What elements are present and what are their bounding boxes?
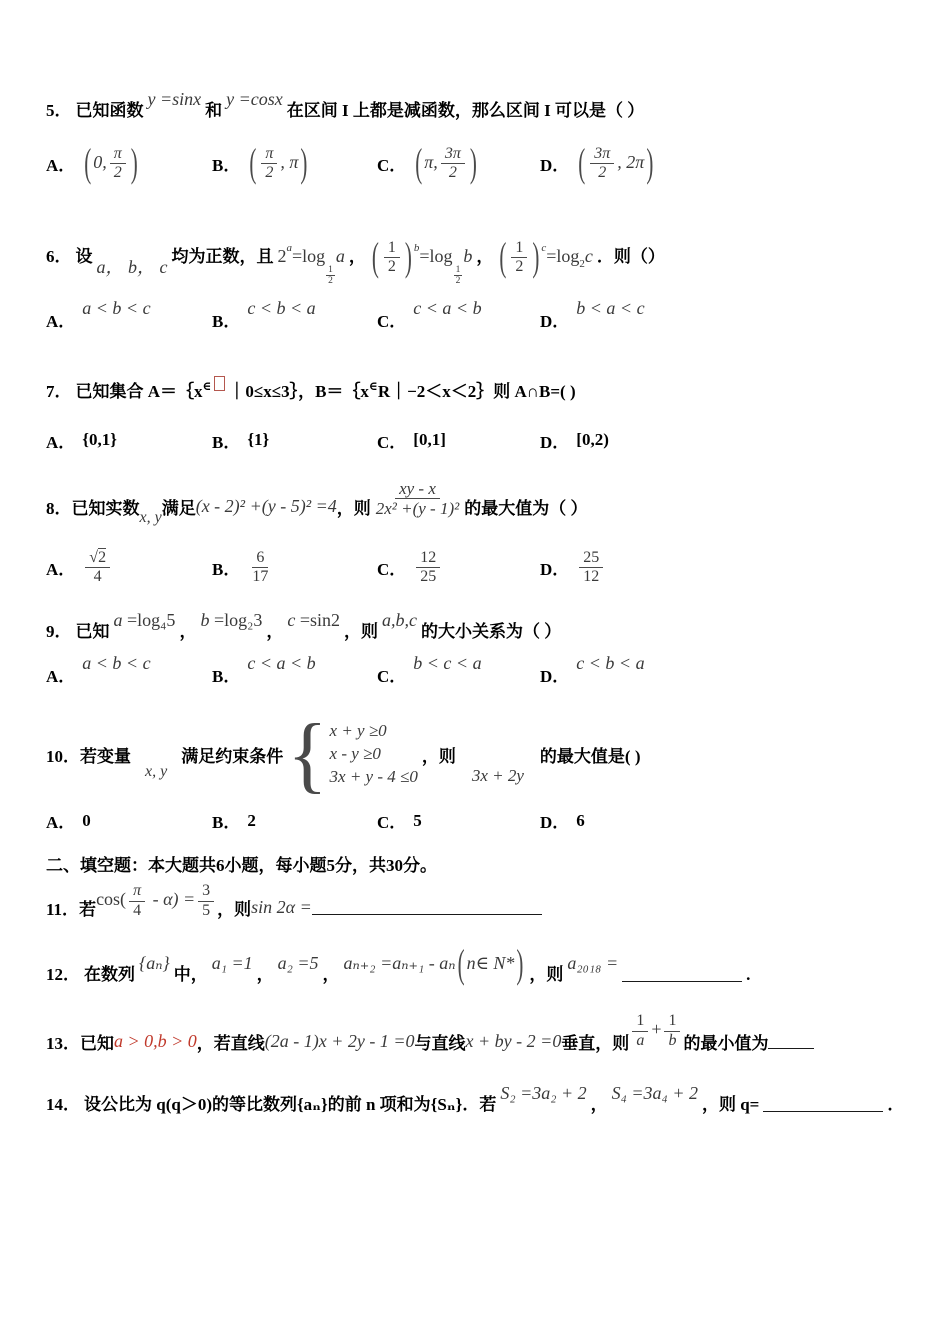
variable: b [200, 609, 210, 630]
option-label: A． [46, 156, 76, 176]
option-label: B． [212, 311, 241, 331]
variable: a [113, 609, 123, 630]
stem-text: 已知函数 [75, 101, 144, 120]
option-c [377, 140, 540, 186]
exponent: c [541, 241, 547, 254]
interval-pre: π, [424, 152, 438, 173]
option-b [212, 652, 377, 687]
question-number: 10． [46, 746, 80, 766]
formula-a1: a₁ =1 [211, 952, 253, 973]
fraction-1-a [632, 1012, 648, 1050]
question-7-options [46, 428, 914, 453]
right-paren: ) [130, 140, 138, 186]
right-paren: ) [404, 233, 412, 280]
stem-text: 的大小关系为（ ） [421, 621, 562, 641]
numerator: 1 [455, 264, 461, 275]
option-b [212, 428, 377, 453]
numerator: xy - x [395, 479, 440, 500]
log-argument: b [463, 245, 473, 266]
objective-function: 3x + 2y [471, 766, 524, 786]
right-paren: ) [516, 941, 524, 987]
option-value: {1} [247, 430, 270, 450]
stem-text: 已知 [75, 621, 110, 641]
cos-equation [96, 882, 217, 920]
constraint-lines [328, 721, 418, 787]
numerator: 25 [579, 549, 603, 568]
question-14-stem [46, 1083, 914, 1115]
numerator: 1 [632, 1012, 648, 1031]
denominator: 2 [113, 164, 122, 182]
fraction-one-half [384, 239, 400, 277]
question-number: 8． [46, 499, 72, 519]
question-number: 5． [46, 101, 72, 120]
question-11-stem [46, 882, 914, 926]
stem-text: 均为正数，且 [171, 246, 274, 266]
denominator: 2x² +(y - 1)² [375, 499, 460, 519]
denominator: 4 [93, 568, 102, 586]
option-label: A． [46, 813, 76, 833]
stem-text: ，则 q= [701, 1095, 760, 1115]
option-c [377, 428, 540, 453]
question-6 [46, 233, 914, 332]
condition-ab-positive: a > 0,b > 0 [114, 1030, 197, 1051]
variable: c [287, 609, 296, 630]
option-value: b < a < c [576, 297, 645, 318]
section-2-header: 二、填空题：本大题共6小题，每小题5分，共30分。 [46, 856, 437, 876]
stem-text: 和 [205, 101, 223, 120]
equals-log: =log [292, 245, 326, 266]
question-5 [46, 89, 914, 186]
variables-xy: x, y [139, 508, 162, 526]
right-paren: ) [646, 140, 654, 186]
target-fraction [374, 479, 462, 519]
option-value: 2 [247, 810, 256, 830]
plus-sign: + [651, 1019, 662, 1040]
stem-text: ，则 [217, 899, 252, 919]
interval-pre: 0, [93, 152, 107, 173]
option-b [212, 549, 377, 587]
option-value: c < b < a [576, 652, 645, 673]
numerator: 1 [384, 239, 400, 258]
minus-alpha-equals: - α) = [148, 889, 196, 910]
option-label: A． [46, 560, 76, 580]
denominator: 12 [583, 568, 600, 586]
formula-y-cosx: y =cosx [226, 89, 283, 109]
log-argument: a [335, 245, 345, 266]
period: ． [887, 1095, 905, 1115]
question-8-stem [46, 478, 914, 527]
comma: ， [256, 964, 274, 984]
comma: ， [590, 1095, 608, 1115]
option-value [576, 140, 655, 186]
option-label: D． [540, 432, 570, 452]
denominator: 2 [448, 164, 457, 182]
option-d [540, 652, 914, 687]
question-number: 12． [46, 964, 80, 984]
denominator: 2 [265, 164, 274, 182]
question-12 [46, 941, 914, 988]
option-d [540, 297, 914, 332]
line-2-equation: x + by - 2 =0 [465, 1030, 562, 1051]
formula-s4: S₄ =3a₄ + 2 [611, 1083, 698, 1104]
element-of-symbol: ∈ [202, 378, 212, 393]
radicand: 2 [98, 548, 107, 566]
log-base-fraction [326, 265, 335, 287]
stem-text: 与直线 [414, 1033, 466, 1053]
variables-xy: x, y [145, 763, 168, 781]
question-8-options [46, 549, 914, 587]
question-6-options [46, 297, 914, 332]
stem-text: 已知 [80, 1033, 114, 1053]
option-a [46, 140, 212, 186]
answer-blank [312, 899, 542, 915]
fraction-pi-4 [129, 882, 145, 920]
denominator: 2 [387, 258, 396, 276]
interval-post: , π [280, 152, 299, 173]
stem-text: 满足 [161, 499, 196, 519]
denominator: 5 [202, 901, 211, 919]
option-label: C． [377, 560, 407, 580]
question-number: 14． [46, 1095, 80, 1115]
variables-abc: a， b， c [96, 256, 168, 277]
formula-a [114, 610, 176, 630]
option-label: B． [212, 813, 241, 833]
fraction-sqrt2-over-4 [85, 549, 110, 587]
numerator: π [129, 882, 145, 901]
denominator: 2 [598, 164, 607, 182]
constraint-3: 3x + y - 4 ≤0 [329, 767, 418, 787]
element-of-symbol: ∈ [368, 378, 378, 393]
option-a [46, 808, 212, 833]
option-value: a < b < c [82, 652, 151, 673]
line-1-equation: (2a - 1)x + 2y - 1 =0 [264, 1030, 415, 1051]
numerator: π [261, 145, 277, 164]
left-brace: { [287, 706, 328, 802]
denominator: b [668, 1031, 677, 1049]
fraction [110, 145, 126, 183]
denominator: 2 [455, 276, 461, 287]
constraint-1: x + y ≥0 [329, 721, 387, 741]
answer-blank [768, 1033, 814, 1049]
constraint-2: x - y ≥0 [329, 744, 381, 764]
option-label: C． [377, 813, 407, 833]
comma: ， [266, 621, 284, 641]
option-label: B． [212, 666, 241, 686]
option-value: [0,1] [413, 430, 446, 450]
equals-log: =log [546, 245, 580, 266]
option-a [46, 428, 212, 453]
question-number: 6． [46, 246, 72, 266]
recurrence-formula [343, 941, 526, 987]
stem-text: 的最大值为（ ） [464, 499, 588, 519]
fraction-1-b [664, 1012, 680, 1050]
option-c [377, 549, 540, 587]
right-paren: ) [300, 140, 308, 186]
stem-text: 已知集合 A＝｛x [75, 381, 203, 401]
left-paren: ( [457, 941, 465, 987]
option-d [540, 140, 914, 186]
answer-blank [763, 1096, 883, 1112]
question-9 [46, 609, 914, 687]
stem-text: 的最小值为 [683, 1033, 769, 1053]
stem-text: 设公比为 q(q＞0)的等比数列{aₙ}的前 n 项和为{Sₙ}．若 [84, 1095, 497, 1115]
option-value [247, 140, 309, 186]
numerator: 1 [511, 239, 527, 258]
question-10-options [46, 808, 914, 833]
exponent: b [413, 241, 420, 254]
numerator: 3π [441, 145, 465, 164]
answer-blank [622, 966, 742, 982]
question-9-stem [46, 609, 914, 642]
option-b [212, 140, 377, 186]
option-value: c < a < b [247, 652, 316, 673]
option-value [413, 140, 479, 186]
option-label: D． [540, 156, 570, 176]
numerator-sqrt [85, 549, 110, 568]
question-10 [46, 706, 914, 834]
formula-a2018: a₂₀₁₈ = [567, 952, 619, 973]
value: =log₂3 [209, 609, 263, 630]
option-value: 0 [82, 810, 91, 830]
option-label: C． [377, 666, 407, 686]
log-argument: c [584, 245, 593, 266]
missing-glyph-box [214, 376, 225, 391]
option-label: A． [46, 432, 76, 452]
log-base-fraction [454, 265, 463, 287]
fraction [579, 549, 603, 587]
stem-text: ｜0≤x≤3｝，B＝｛x [228, 381, 369, 401]
stem-text: 中， [173, 964, 208, 984]
numerator: 3 [198, 882, 214, 901]
comma: ， [476, 246, 494, 266]
question-13-stem [46, 1012, 914, 1060]
comma: ， [179, 621, 197, 641]
left-paren: ( [249, 140, 257, 186]
option-value: c < b < a [247, 297, 316, 318]
stem-text: 若变量 [80, 746, 131, 766]
denominator: 4 [133, 901, 142, 919]
stem-text: 的最大值是( ) [539, 746, 641, 766]
stem-text: 设 [75, 246, 93, 266]
stem-text: 在数列 [84, 964, 135, 984]
option-a [46, 549, 212, 587]
numerator: π [110, 145, 126, 164]
stem-text: R｜−2＜x＜2｝则 A∩B=( ) [377, 381, 576, 401]
question-14 [46, 1083, 914, 1115]
left-paren: ( [84, 140, 92, 186]
formula-y-sinx: y =sinx [147, 89, 202, 109]
stem-text: 若 [79, 899, 97, 919]
comma: ， [348, 246, 366, 266]
question-number: 9． [46, 621, 72, 641]
interval-post: , 2π [617, 152, 645, 173]
stem-text: ，则 [529, 964, 564, 984]
option-label: B． [212, 560, 241, 580]
question-number: 11． [46, 899, 80, 919]
left-paren: ( [578, 140, 586, 186]
exponent: a [286, 241, 292, 254]
option-c [377, 297, 540, 332]
option-label: D． [540, 666, 570, 686]
sin-2alpha: sin 2α = [251, 896, 312, 917]
question-6-stem [46, 233, 914, 287]
option-label: D． [540, 813, 570, 833]
question-9-options [46, 652, 914, 687]
value: =sin2 [295, 609, 341, 630]
fraction [250, 549, 270, 587]
denominator: 2 [328, 276, 333, 287]
option-d [540, 808, 914, 833]
stem-text: ，若直线 [196, 1033, 265, 1053]
cos-open: cos( [96, 889, 127, 910]
option-d [540, 549, 914, 587]
stem-text: ．则（） [596, 246, 665, 266]
numerator: 1 [328, 264, 333, 275]
equation-1 [277, 241, 345, 287]
question-10-stem [46, 706, 914, 802]
right-paren: ) [532, 233, 540, 280]
constraint-system [287, 706, 418, 802]
option-label: C． [377, 156, 407, 176]
question-5-options [46, 140, 914, 186]
sequence-an: {aₙ} [139, 952, 170, 973]
comma: ， [322, 964, 340, 984]
equation-3 [497, 233, 593, 280]
log-base: 2 [579, 257, 585, 270]
option-label: D． [540, 311, 570, 331]
circle-equation: (x - 2)² +(y - 5)² =4 [195, 496, 337, 517]
option-b [212, 297, 377, 332]
equals-log: =log [419, 245, 453, 266]
question-8 [46, 478, 914, 587]
radical-sign: √ [89, 548, 99, 566]
option-value [82, 140, 140, 186]
formula-a2: a₂ =5 [277, 952, 319, 973]
denominator: a [636, 1031, 645, 1049]
formula-c [287, 610, 340, 630]
fraction-3-5 [198, 882, 214, 920]
option-value: {0,1} [82, 430, 117, 450]
option-label: B． [212, 156, 241, 176]
stem-text: ，则 [344, 621, 379, 641]
question-number: 13． [46, 1033, 80, 1053]
formula-b [200, 610, 262, 630]
numerator: 6 [252, 549, 268, 568]
denominator: 17 [252, 568, 269, 586]
option-value: a < b < c [82, 297, 151, 318]
option-a [46, 297, 212, 332]
stem-text: ，则 [336, 499, 371, 519]
question-12-stem [46, 941, 914, 988]
numerator: 1 [664, 1012, 680, 1031]
numerator: 3π [590, 145, 614, 164]
question-11 [46, 882, 914, 926]
fraction [416, 549, 440, 587]
option-value: [0,2) [576, 430, 609, 450]
option-value: b < c < a [413, 652, 482, 673]
option-a [46, 652, 212, 687]
stem-text: ，则 [421, 746, 456, 766]
option-label: B． [212, 432, 241, 452]
domain-n: n∈ N* [466, 952, 515, 973]
fraction [441, 145, 465, 183]
question-number: 7． [46, 381, 72, 401]
question-7-stem [46, 376, 914, 402]
formula-s2: S₂ =3a₂ + 2 [500, 1083, 587, 1104]
option-label: D． [540, 560, 570, 580]
stem-text: 在区间 I 上都是减函数，那么区间 I 可以是（ ） [286, 101, 645, 120]
left-paren: ( [371, 233, 379, 280]
value: =log₄5 [122, 609, 176, 630]
equation-2 [370, 233, 473, 287]
stem-text: 满足约束条件 [181, 746, 284, 766]
option-value: 6 [576, 810, 585, 830]
option-b [212, 808, 377, 833]
left-paren: ( [499, 233, 507, 280]
stem-text: 已知实数 [71, 499, 140, 519]
option-label: C． [377, 311, 407, 331]
variables-abc: a,b,c [382, 609, 418, 630]
sum-of-reciprocals [629, 1012, 683, 1050]
denominator: 25 [420, 568, 437, 586]
question-7 [46, 376, 914, 453]
option-value: c < a < b [413, 297, 482, 318]
fraction [261, 145, 277, 183]
option-label: C． [377, 432, 407, 452]
option-c [377, 652, 540, 687]
fraction-one-half [511, 239, 527, 277]
fraction [590, 145, 614, 183]
period: . [746, 964, 751, 984]
base: 2 [277, 245, 287, 266]
option-label: A． [46, 311, 76, 331]
left-paren: ( [415, 140, 423, 186]
question-5-stem [46, 89, 914, 121]
option-c [377, 808, 540, 833]
denominator: 2 [515, 258, 524, 276]
stem-text: 垂直，则 [561, 1033, 630, 1053]
option-label: A． [46, 666, 76, 686]
option-d [540, 428, 914, 453]
numerator: 12 [416, 549, 440, 568]
option-value: 5 [413, 810, 422, 830]
right-paren: ) [469, 140, 477, 186]
question-13 [46, 1012, 914, 1060]
recurrence: aₙ₊₂ =aₙ₊₁ - aₙ [343, 952, 456, 973]
